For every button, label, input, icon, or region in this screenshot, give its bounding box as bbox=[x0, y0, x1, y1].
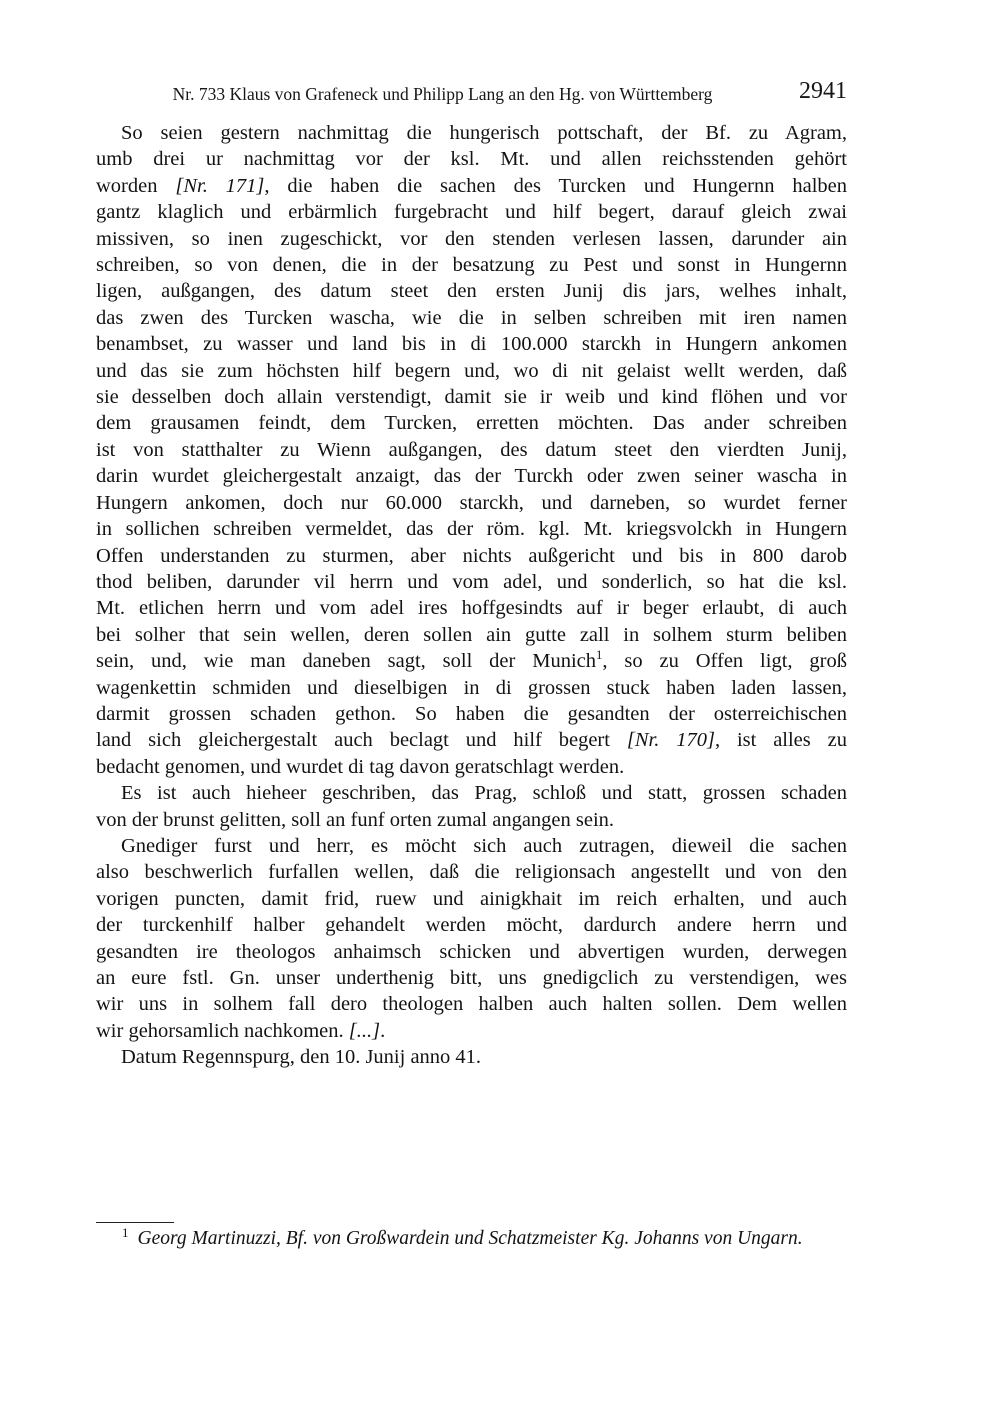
text-segment: das zwen des Turcken wascha, wie die in selben schreiben mit iren namen bbox=[96, 306, 847, 329]
text-segment: thod beliben, darunder vil herrn und vom adel, und sonderlich, so hat die ksl. bbox=[96, 570, 847, 593]
text-line bbox=[96, 384, 847, 410]
text-line bbox=[96, 991, 847, 1017]
text-segment: der turckenhilf halber gehandelt werden möcht, dardurch andere herrn und bbox=[96, 914, 847, 937]
text-line bbox=[96, 780, 847, 806]
text-line bbox=[96, 331, 847, 357]
text-segment: darin wurdet gleichergestalt anzaigt, das der Turckh oder zwen seiner wascha in bbox=[96, 465, 847, 488]
text-segment: [Nr. 171] bbox=[175, 174, 265, 197]
text-line bbox=[96, 675, 847, 701]
text-segment: wir gehorsamlich nachkomen. bbox=[96, 1019, 349, 1042]
footnote-reference: 1 bbox=[596, 648, 603, 663]
text-segment: , ist alles zu bbox=[714, 729, 847, 752]
text-line bbox=[96, 543, 847, 569]
text-segment: dem grausamen feindt, dem Turcken, erretten möchten. Das ander schreiben bbox=[96, 412, 847, 435]
text-line bbox=[96, 595, 847, 621]
running-head: Nr. 733 Klaus von Grafeneck und Philipp Lang an den Hg. von Württemberg bbox=[172, 84, 713, 104]
text-segment: [Nr. 170] bbox=[626, 729, 715, 752]
text-line bbox=[96, 859, 847, 885]
text-segment: worden bbox=[96, 174, 176, 197]
text-line bbox=[96, 226, 847, 252]
page-number: 2941 bbox=[799, 78, 847, 104]
text-segment: umb drei ur nachmittag vor der ksl. Mt. und allen reichsstenden gehört bbox=[96, 148, 847, 171]
footnote-block bbox=[96, 1222, 847, 1252]
footnote-marker: 1 bbox=[122, 1224, 129, 1240]
text-segment: darmit grossen schaden gethon. So haben die gesandten der osterreichischen bbox=[96, 702, 847, 725]
text-line bbox=[96, 410, 847, 436]
text-line bbox=[96, 622, 847, 648]
text-segment: So seien gestern nachmittag die hungerisch pottschaft, der Bf. zu Agram, bbox=[121, 122, 847, 144]
text-line bbox=[96, 173, 847, 199]
text-line bbox=[96, 569, 847, 595]
text-line bbox=[96, 437, 847, 463]
footnote-text: Georg Martinuzzi, Bf. von Großwardein und Schatzmeister Kg. Johanns von Ungarn. bbox=[137, 1228, 803, 1249]
text-segment: gesandten ire theologos anhaimsch schicken und abvertigen wurden, derwegen bbox=[96, 940, 847, 963]
text-line bbox=[96, 833, 847, 859]
text-line bbox=[96, 1044, 847, 1070]
text-segment: sein, und, wie man daneben sagt, soll der Munich bbox=[96, 650, 597, 673]
text-segment: sie desselben doch allain verstendigt, damit sie ir weib und kind flöhen und vor bbox=[96, 386, 847, 409]
text-segment: schreiben, so von denen, die in der besatzung zu Pest und sonst in Hungernn bbox=[96, 254, 847, 277]
text-line bbox=[96, 807, 847, 833]
text-line bbox=[96, 278, 847, 304]
text-segment: , die haben die sachen des Turcken und Hungernn halben bbox=[264, 174, 847, 197]
text-segment: Hungern ankomen, doch nur 60.000 starckh, und darneben, so wurdet ferner bbox=[96, 491, 847, 514]
footnote-separator-rule bbox=[96, 1222, 174, 1223]
text-segment: bedacht genomen, und wurdet di tag davon geratschlagt werden. bbox=[96, 755, 625, 778]
text-segment: bei solher that sein wellen, deren sollen ain gutte zall in solhem sturm beliben bbox=[96, 623, 847, 646]
text-segment: [...] bbox=[348, 1019, 381, 1042]
text-line bbox=[96, 463, 847, 489]
text-segment: Mt. etlichen herrn und vom adel ires hoffgesindts auf ir beger erlaubt, di auch bbox=[96, 597, 847, 620]
text-segment: Offen understanden zu sturmen, aber nichts außgericht und bis in 800 darob bbox=[96, 544, 847, 567]
text-line bbox=[96, 727, 847, 753]
text-segment: . bbox=[380, 1019, 386, 1042]
text-line bbox=[96, 648, 847, 674]
text-segment: missiven, so inen zugeschickt, vor den stenden verlesen lassen, darunder ain bbox=[96, 227, 847, 250]
text-segment: Gnediger furst und herr, es möcht sich auch zutragen, dieweil die sachen bbox=[121, 834, 847, 857]
text-segment: gantz klaglich und erbärmlich furgebracht und hilf begert, darauf gleich zwai bbox=[96, 201, 847, 224]
page-header bbox=[96, 78, 847, 108]
text-segment: an eure fstl. Gn. unser underthenig bitt, uns gnedigclich zu verstendigen, wes bbox=[96, 967, 847, 989]
text-segment: Es ist auch hieheer geschriben, das Prag, schloß und statt, grossen schaden bbox=[121, 782, 847, 805]
text-line bbox=[96, 305, 847, 331]
text-line bbox=[96, 754, 847, 780]
text-line bbox=[96, 490, 847, 516]
text-segment: wir uns in solhem fall dero theologen halben auch halten sollen. Dem wellen bbox=[96, 993, 847, 1016]
text-segment: von der brunst gelitten, soll an funf orten zumal angangen sein. bbox=[96, 808, 615, 831]
footnote bbox=[96, 1226, 847, 1252]
text-line bbox=[96, 358, 847, 384]
text-segment: in sollichen schreiben vermeldet, das der röm. kgl. Mt. kriegsvolckh in Hungern bbox=[96, 518, 847, 541]
text-line bbox=[96, 886, 847, 912]
text-line bbox=[96, 120, 847, 146]
text-line bbox=[96, 701, 847, 727]
text-line bbox=[96, 252, 847, 278]
text-segment: ligen, außgangen, des datum steet den ersten Junij dis jars, welhes inhalt, bbox=[96, 280, 847, 303]
text-line bbox=[96, 516, 847, 542]
text-line bbox=[96, 939, 847, 965]
text-segment: und das sie zum höchsten hilf begern und, wo di nit gelaist wellt werden, daß bbox=[96, 359, 847, 382]
text-line bbox=[96, 965, 847, 991]
text-segment: benambset, zu wasser und land bis in di 100.000 starckh in Hungern ankomen bbox=[96, 333, 847, 356]
body-text bbox=[96, 120, 847, 1071]
text-segment: wagenkettin schmiden und dieselbigen in di grossen stuck haben laden lassen, bbox=[96, 676, 847, 699]
text-line bbox=[96, 912, 847, 938]
text-segment: ist von statthalter zu Wienn außgangen, des datum steet den vierdten Junij, bbox=[96, 438, 847, 461]
text-segment: also beschwerlich furfallen wellen, daß die religionsach angestellt und von den bbox=[96, 861, 847, 884]
text-segment: vorigen puncten, damit frid, ruew und ainigkhait im reich erhalten, und auch bbox=[96, 887, 847, 910]
text-line bbox=[96, 199, 847, 225]
text-line bbox=[96, 146, 847, 172]
text-segment: Datum Regennspurg, den 10. Junij anno 41. bbox=[121, 1046, 482, 1069]
text-segment: land sich gleichergestalt auch beclagt und hilf begert bbox=[96, 729, 627, 752]
text-line bbox=[96, 1018, 847, 1044]
text-segment: , so zu Offen ligt, groß bbox=[602, 650, 847, 673]
